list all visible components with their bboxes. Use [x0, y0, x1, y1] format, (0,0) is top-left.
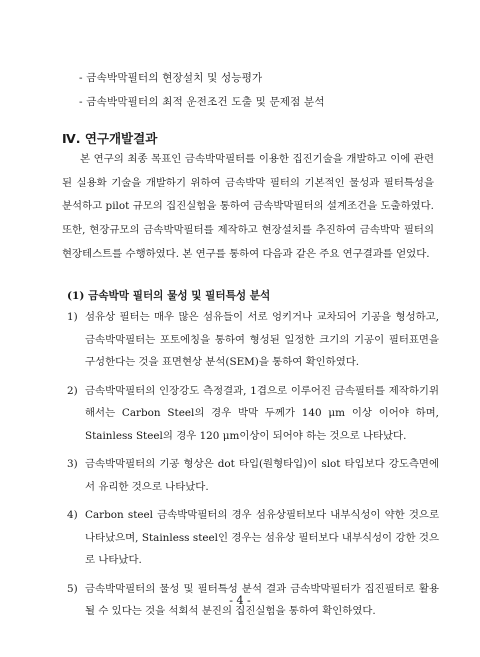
results-list [67, 306, 439, 629]
list-item [67, 504, 439, 572]
intro-item: - 금속박막필터의 현장설치 및 성능평가 [79, 72, 263, 84]
list-item [67, 453, 439, 498]
section-title: Ⅳ. 연구개발결과 [62, 131, 158, 146]
list-item-text: Carbon steel 금속박막필터의 경우 섬유상필터보다 내부식성이 약한 것으로 나타났으며, Stainless steel인 경우는 섬유상 필터보다 내부식성이 강한 것으로 나타났다. [85, 509, 439, 566]
list-item-text: 금속박막필터의 물성 및 필터특성 분석 결과 금속박막필터가 집진필터로 활용될 수 있다는 것을 석회석 분진의 집진실험을 통하여 확인하였다. [85, 582, 439, 617]
list-item-text: 금속박막필터의 기공 형상은 dot 타입(원형타입)이 slot 타입보다 강도측면에서 유리한 것으로 나타났다. [85, 458, 439, 493]
list-item-text: 금속박막필터의 인장강도 측정결과, 1겹으로 이루어진 금속필터를 제작하기위해서는 Carbon Steel의 경우 박막 두께가 140 μm 이상 이어야 하며, Stainless Steel의 경우 120 μm이상이 되어야 하는 것으로 나타났다. [85, 384, 439, 442]
list-item [67, 380, 439, 448]
list-item-number: 1) [67, 311, 78, 323]
list-item [67, 306, 439, 374]
list-item-number: 5) [67, 582, 78, 595]
list-item-number: 4) [67, 509, 78, 521]
page-number: - 4 - [229, 594, 251, 607]
list-item-number: 3) [67, 458, 78, 470]
subsection-title: (1) 금속박막 필터의 물성 및 필터특성 분석 [67, 290, 271, 302]
list-item-number: 2) [67, 384, 78, 397]
list-item-text: 섬유상 필터는 매우 많은 섬유들이 서로 엉키거나 교차되어 기공을 형성하고, 금속박막필터는 포토에칭을 통하여 형성된 일정한 크기의 기공이 필터표면을 구성한다는 것을 표면현상 분석(SEM)을 통하여 확인하였다. [85, 311, 439, 368]
intro-item: - 금속박막필터의 최적 운전조건 도출 및 문제점 분석 [79, 96, 325, 108]
section-paragraph: 본 연구의 최종 목표인 금속박막필터를 이용한 집진기술을 개발하고 이에 관련된 실용화 기술을 개발하기 위하여 금속박막 필터의 기본적인 물성과 필터특성을 분석하고 pilot 규모의 집진실험을 통하여 금속박막필터의 설계조건을 도출하였다. 또한, 현장규모의 금속박막필터를 제작하고 현장설치를 추진하여 금속박막 필터의 현장테스트를 수행하였다. 본 연구를 통하여 다음과 같은 주요 연구결과를 얻었다. [62, 153, 434, 260]
